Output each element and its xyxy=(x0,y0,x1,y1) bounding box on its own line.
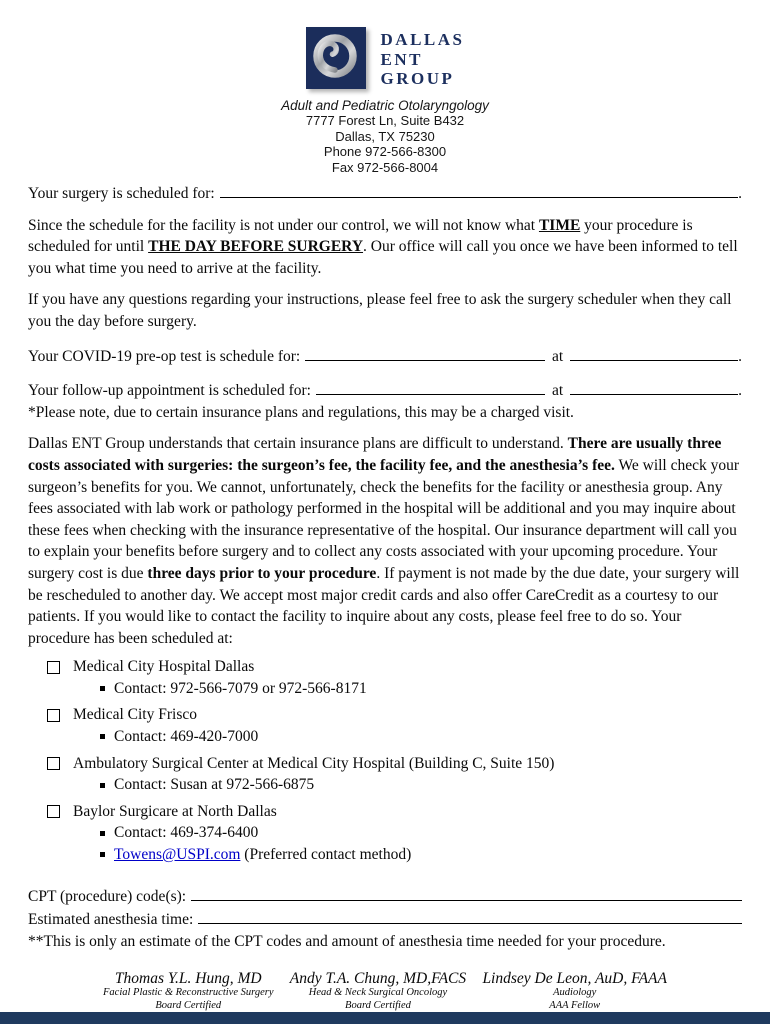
facility-checkbox[interactable] xyxy=(47,757,60,770)
clinic-header xyxy=(0,0,770,175)
physician-column xyxy=(103,970,273,1012)
surgery-scheduled-label: Your surgery is scheduled for: xyxy=(28,185,215,202)
clinic-name xyxy=(381,27,465,89)
day-before-surgery-emphasis: THE DAY BEFORE SURGERY xyxy=(148,238,364,256)
paragraph-segment: Dallas ENT Group understands that certain insurance plans are difficult to understand. xyxy=(28,435,568,453)
physician-specialty: Facial Plastic & Reconstructive Surgery xyxy=(103,987,274,999)
questions-paragraph: If you have any questions regarding your instructions, please feel free to ask the surgery scheduler when they call you the day before surgery. xyxy=(28,291,732,330)
covid-test-label: Your COVID-19 pre-op test is schedule for: xyxy=(28,347,301,365)
surgery-scheduled-line xyxy=(28,183,742,205)
facility-item xyxy=(28,656,742,699)
physician-credential: Board Certified xyxy=(155,999,222,1011)
anesthesia-time-label: Estimated anesthesia time: xyxy=(28,911,194,929)
followup-label: Your follow-up appointment is scheduled for: xyxy=(28,382,311,400)
form-body xyxy=(0,183,770,1012)
time-notice-paragraph xyxy=(28,215,742,280)
paragraph-segment: . Our office will call you once we have been informed to tell you what time you need to arrive at the facility. xyxy=(28,238,738,277)
clinic-tagline: Adult and Pediatric Otolaryngology xyxy=(281,98,489,113)
facility-item xyxy=(28,753,742,796)
anesthesia-time-field[interactable] xyxy=(198,910,742,924)
facility-contact: Contact: Susan at 972-566-6875 xyxy=(114,776,315,794)
physician-specialty: Audiology xyxy=(553,987,597,999)
due-date-emphasis: three days prior to your procedure xyxy=(147,564,377,582)
followup-date-field[interactable] xyxy=(316,381,545,395)
bullet-square-icon xyxy=(100,734,105,739)
facility-checklist xyxy=(28,656,742,865)
cpt-codes-line xyxy=(28,886,742,908)
period: . xyxy=(738,347,742,365)
three-costs-emphasis: There are usually three costs associated with surgeries: the surgeon’s fee, the facility fee, and the anesthesia’s fee. xyxy=(28,435,722,474)
facility-contact: Contact: 469-420-7000 xyxy=(114,728,259,746)
physician-name: Andy T.A. Chung, MD,FACS xyxy=(289,970,467,988)
anesthesia-time-line xyxy=(28,909,742,931)
clinic-address-city: Dallas, TX 75230 xyxy=(335,128,435,144)
clinic-phone: Phone 972-566-8300 xyxy=(323,144,447,159)
covid-test-line xyxy=(28,346,742,368)
bullet-square-icon xyxy=(100,852,105,857)
paragraph-segment: . If payment is not made by the due date, your surgery will be rescheduled to another day. We accept most major credit cards and also offer CareCredit as a courtesy to our patients. If you would like to contact the facility to inquire about any costs, please feel free to do so. Your procedure has been scheduled at: xyxy=(28,564,740,647)
facility-contact-email-line xyxy=(114,844,411,866)
period: . xyxy=(738,185,742,202)
at-label: at xyxy=(551,382,564,400)
clinic-name-line: GROUP xyxy=(380,69,455,88)
facility-contact: Contact: 469-374-6400 xyxy=(114,824,259,842)
facility-name: Medical City Hospital Dallas xyxy=(73,658,255,676)
clinic-logo xyxy=(0,27,770,90)
physician-name: Thomas Y.L. Hung, MD xyxy=(114,970,262,988)
email-suffix: (Preferred contact method) xyxy=(240,846,412,864)
physicians-footer xyxy=(28,970,742,1012)
insurance-paragraph xyxy=(28,433,742,649)
clinic-name-line: DALLAS xyxy=(380,30,465,49)
physician-name: Lindsey De Leon, AuD, FAAA xyxy=(482,970,667,988)
surgery-date-field[interactable] xyxy=(220,184,738,198)
cpt-codes-field[interactable] xyxy=(191,887,742,901)
paragraph-segment: your procedure is scheduled for until xyxy=(28,216,693,256)
facility-checkbox[interactable] xyxy=(47,805,60,818)
estimate-note: **This is only an estimate of the CPT codes and amount of anesthesia time needed for your procedure. xyxy=(28,932,666,950)
physician-column xyxy=(290,970,466,1012)
period: . xyxy=(738,382,742,400)
facility-name: Baylor Surgicare at North Dallas xyxy=(73,802,277,820)
facility-email-link[interactable]: Towens@USPI.com xyxy=(114,846,241,864)
followup-time-field[interactable] xyxy=(570,381,738,395)
physician-credential: AAA Fellow xyxy=(549,999,601,1011)
facility-item xyxy=(28,704,742,747)
covid-test-date-field[interactable] xyxy=(305,347,545,361)
page-bottom-bar xyxy=(0,1012,770,1024)
facility-name: Medical City Frisco xyxy=(73,706,197,724)
clinic-fax: Fax 972-566-8004 xyxy=(331,159,439,175)
facility-contact: Contact: 972-566-7079 or 972-566-8171 xyxy=(114,679,367,697)
bullet-square-icon xyxy=(100,783,105,788)
time-emphasis: TIME xyxy=(538,216,581,234)
cpt-codes-label: CPT (procedure) code(s): xyxy=(28,887,187,905)
at-label: at xyxy=(551,347,564,365)
paragraph-segment: Since the schedule for the facility is not under our control, we will not know what xyxy=(28,216,539,234)
physician-specialty: Head & Neck Surgical Oncology xyxy=(308,987,448,999)
facility-item xyxy=(28,801,742,866)
paragraph-segment: We will check your surgeon’s benefits for you. We cannot, unfortunately, check the benefits for the facility or anesthesia group. Any fees associated with lab work or pathology performed in the hospital will be additional and you may inquire about these fees when checking with the insurance representative of the hospital. Our insurance department will call you to explain your benefits before surgery and to collect any costs associated with your upcoming procedure. Your surgery cost is due xyxy=(28,456,740,582)
followup-line xyxy=(28,380,742,402)
physician-column xyxy=(482,970,667,1012)
facility-checkbox[interactable] xyxy=(47,709,60,722)
followup-note: *Please note, due to certain insurance plans and regulations, this may be a charged visit. xyxy=(28,403,574,421)
bullet-square-icon xyxy=(100,831,105,836)
physician-credential: Board Certified xyxy=(345,999,411,1011)
facility-checkbox[interactable] xyxy=(47,661,60,674)
bullet-square-icon xyxy=(100,686,105,691)
facility-name: Ambulatory Surgical Center at Medical City Hospital (Building C, Suite 150) xyxy=(73,754,555,772)
covid-test-time-field[interactable] xyxy=(570,347,738,361)
ent-swirl-logo-icon xyxy=(306,27,366,89)
clinic-name-line: ENT xyxy=(380,49,423,69)
clinic-address-street: 7777 Forest Ln, Suite B432 xyxy=(305,113,465,128)
